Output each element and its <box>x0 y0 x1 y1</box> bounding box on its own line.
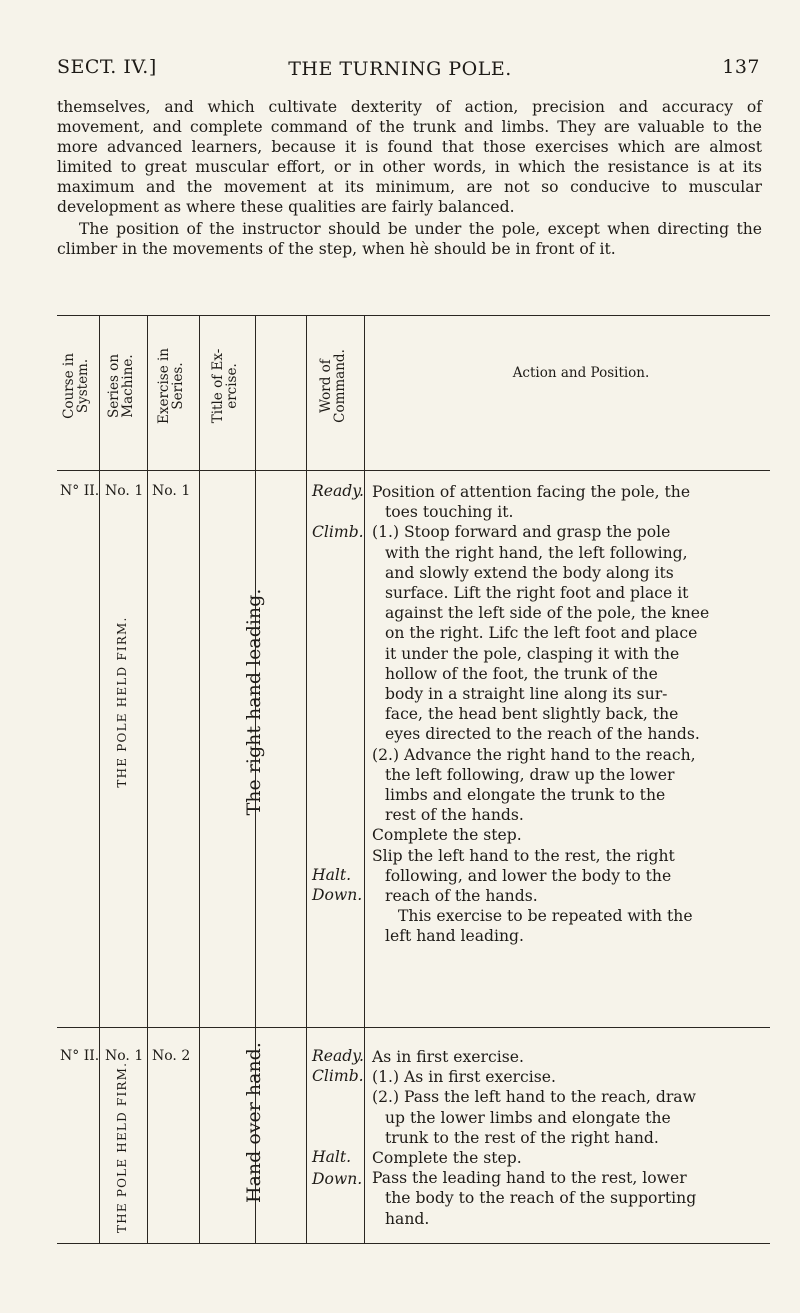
action-line: it under the pole, clasping it with the <box>385 644 680 663</box>
action-line: up the lower limbs and elongate the <box>385 1108 671 1127</box>
action-line: (2.) Pass the left hand to the reach, draw <box>372 1088 696 1107</box>
header-word-line: Command. <box>332 349 348 423</box>
header-series-line: Machine. <box>120 354 136 418</box>
exercise-title: The right hand leading. <box>243 588 265 816</box>
command-halt: Halt. <box>312 1148 352 1166</box>
command-ready: Ready. <box>312 482 364 500</box>
action-line: against the left side of the pole, the knee <box>385 604 710 623</box>
header-exercise-line: Series. <box>170 362 186 410</box>
command-climb: Climb. <box>312 523 364 541</box>
command-down: Down. <box>312 886 363 904</box>
action-line: Pass the leading hand to the rest, lower <box>372 1169 687 1188</box>
action-line: (2.) Advance the right hand to the reach, <box>372 745 696 764</box>
body-paragraph: themselves, and which cultivate dexterity of action, precision and accuracy of movement, and complete command of the trunk and limbs. They are valuable to the more advanced learners, because it is found that those exercises which are almost limited to great muscular effort, or in other words, in which the resistance is at its maximum and the movement at its minimum, are not so conducive to muscular development as where these qualities are fairly balanced. <box>57 98 762 216</box>
table-top-rule <box>57 315 770 316</box>
action-line: Slip the left hand to the rest, the right <box>372 846 675 865</box>
action-line: the left following, draw up the lower <box>385 765 675 784</box>
action-line: As in first exercise. <box>372 1048 524 1066</box>
exercise-cell: No. 2 <box>152 1048 191 1064</box>
action-line: hand. <box>385 1209 430 1228</box>
running-title: THE TURNING POLE. <box>288 58 512 80</box>
header-action: Action and Position. <box>512 365 650 381</box>
action-line: Complete the step. <box>372 826 522 845</box>
header-word-of-command <box>319 326 351 446</box>
page-number: 137 <box>722 56 760 78</box>
table-bottom-rule <box>57 1243 770 1244</box>
column-divider <box>147 315 148 1243</box>
action-line: toes touching it. <box>385 503 514 522</box>
header-title-line: Title of Ex- <box>210 348 226 424</box>
column-divider <box>99 315 100 1243</box>
body-paragraph: The position of the instructor should be under the pole, except when directing the climber in the movements of the step, when hè should be in front of it. <box>57 220 762 258</box>
action-line: with the right hand, the left following, <box>385 543 688 562</box>
action-line: reach of the hands. <box>385 887 538 906</box>
command-ready: Ready. <box>312 1047 364 1065</box>
command-climb: Climb. <box>312 1067 364 1085</box>
action-line: following, and lower the body to the <box>385 866 672 885</box>
action-line: surface. Lift the right foot and place it <box>385 584 689 603</box>
header-exercise-line: Exercise in <box>156 348 172 425</box>
action-line: trunk to the rest of the right hand. <box>385 1128 659 1147</box>
series-cell: No. 1 <box>105 483 144 499</box>
action-line: and slowly extend the body along its <box>385 563 674 582</box>
header-course <box>62 326 94 446</box>
header-series-line: Series on <box>106 353 122 419</box>
series-label: THE POLE HELD FIRM. <box>115 616 129 788</box>
action-line: face, the head bent slightly back, the <box>385 705 679 724</box>
header-course-line: Course in <box>61 353 77 419</box>
command-halt: Halt. <box>312 866 352 884</box>
table-row-rule <box>57 1027 770 1028</box>
series-cell: No. 1 <box>105 1048 144 1064</box>
column-divider <box>199 315 200 1243</box>
course-cell: N° II. <box>60 1048 100 1064</box>
section-marker: SECT. IV.] <box>57 56 157 78</box>
action-line: body in a straight line along its sur- <box>385 685 668 704</box>
action-line: Position of attention facing the pole, the <box>372 483 691 501</box>
header-course-line: System. <box>75 358 91 414</box>
series-label: THE POLE HELD FIRM. <box>115 1061 129 1233</box>
action-line: hollow of the foot, the trunk of the <box>385 664 658 683</box>
action-line: rest of the hands. <box>385 806 524 825</box>
header-title-line: ercise. <box>224 363 240 409</box>
action-line: limbs and elongate the trunk to the <box>385 786 666 805</box>
header-series <box>107 326 139 446</box>
exercise-cell: No. 1 <box>152 483 191 499</box>
action-line: This exercise to be repeated with the <box>398 907 693 926</box>
header-exercise <box>157 326 189 446</box>
course-cell: N° II. <box>60 483 100 499</box>
action-line: Complete the step. <box>372 1149 522 1168</box>
action-text <box>372 1047 774 1229</box>
action-line: (1.) As in first exercise. <box>372 1068 556 1087</box>
action-line: left hand leading. <box>385 927 524 946</box>
command-down: Down. <box>312 1170 363 1188</box>
column-divider <box>364 315 365 1243</box>
action-line: (1.) Stoop forward and grasp the pole <box>372 523 671 542</box>
exercise-title: Hand over hand. <box>243 1042 265 1203</box>
action-line: the body to the reach of the supporting <box>385 1189 697 1208</box>
action-line: eyes directed to the reach of the hands. <box>385 725 700 744</box>
table-header-rule <box>57 470 770 471</box>
action-line: on the right. Lifc the left foot and place <box>385 624 698 643</box>
action-text <box>372 482 774 947</box>
header-word-line: Word of <box>318 359 334 413</box>
column-divider <box>306 315 307 1243</box>
header-title <box>211 326 243 446</box>
